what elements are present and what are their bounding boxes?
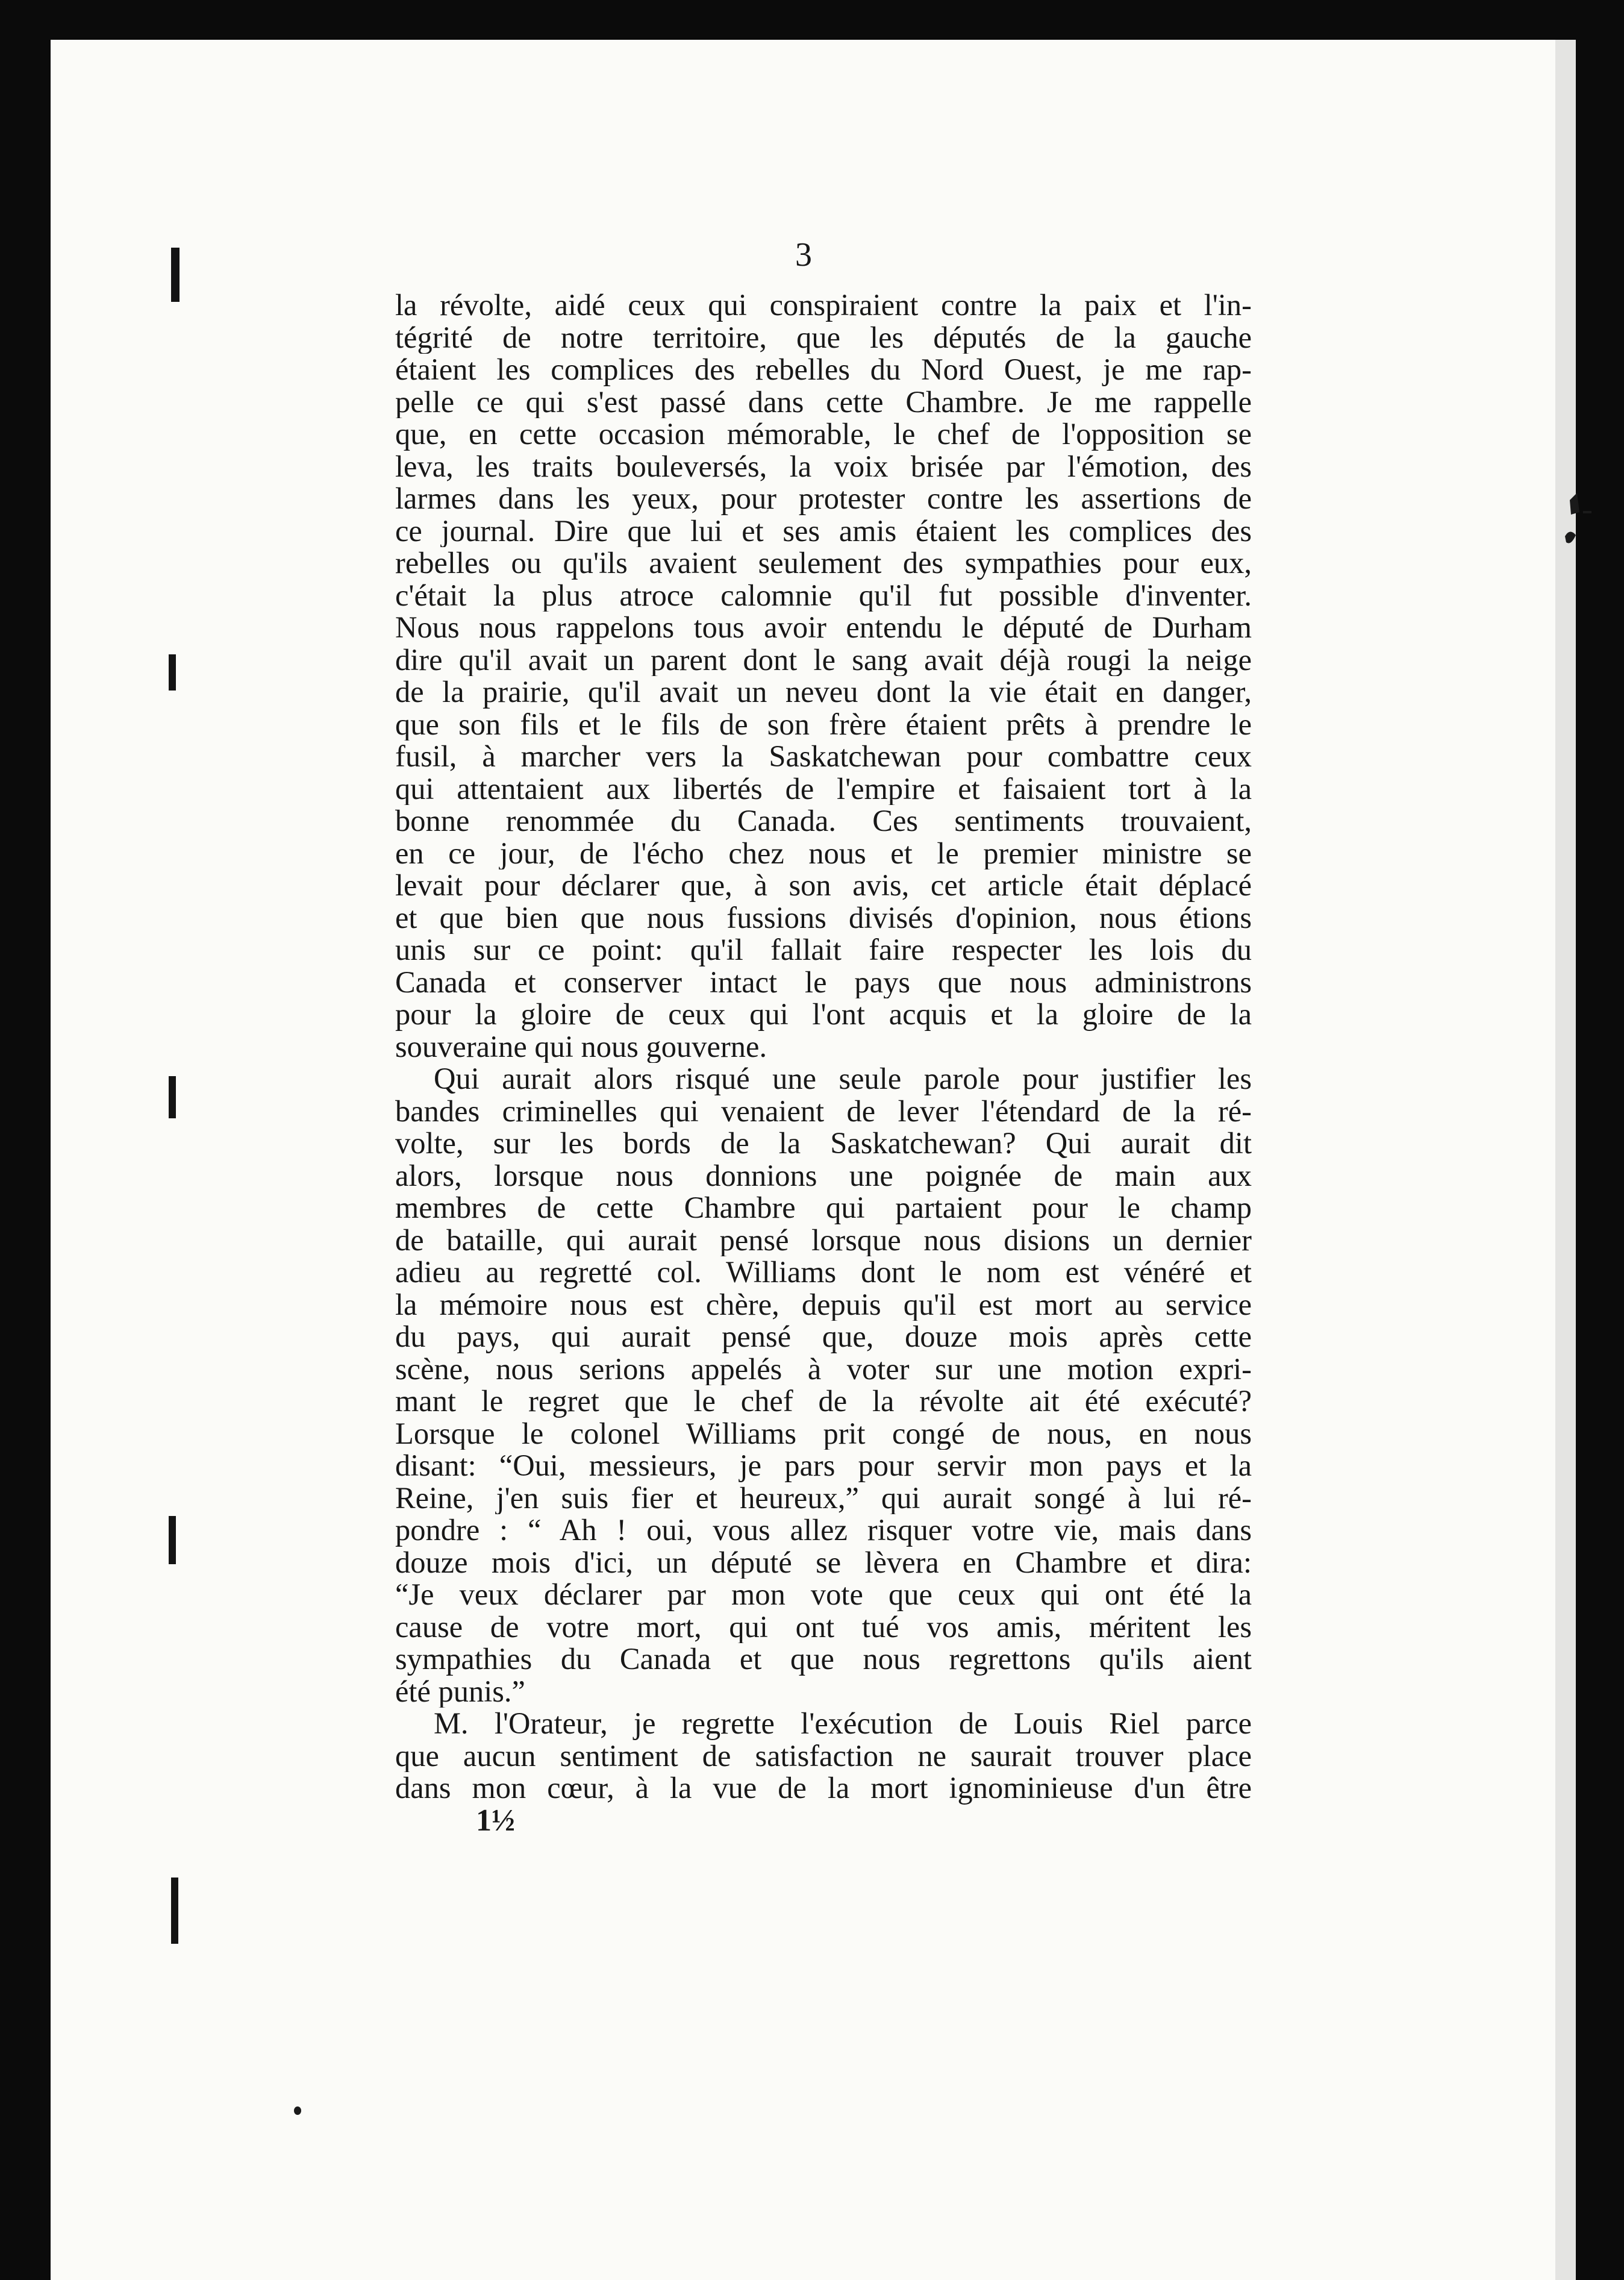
text-line: pour la gloire de ceux qui l'ont acquis et la gloire de la bbox=[395, 998, 1252, 1031]
printer-signature-mark: 1½ bbox=[476, 1803, 515, 1838]
text-line: du pays, qui aurait pensé que, douze mois après cette bbox=[395, 1321, 1252, 1353]
text-line: que, en cette occasion mémorable, le chef de l'opposition se bbox=[395, 418, 1252, 451]
text-line: Qui aurait alors risqué une seule parole pour justifier les bbox=[434, 1063, 1252, 1095]
text-line: bonne renommée du Canada. Ces sentiments trouvaient, bbox=[395, 805, 1252, 838]
page-number: 3 bbox=[795, 236, 812, 274]
text-line: tégrité de notre territoire, que les députés de la gauche bbox=[395, 321, 1252, 354]
text-line: alors, lorsque nous donnions une poignée de main aux bbox=[395, 1159, 1252, 1192]
text-line: fusil, à marcher vers la Saskatchewan pour combattre ceux bbox=[395, 741, 1252, 773]
text-line: été punis.” bbox=[395, 1675, 525, 1708]
text-line: “Je veux déclarer par mon vote que ceux qui ont été la bbox=[395, 1579, 1252, 1611]
text-line: disant: “Oui, messieurs, je pars pour servir mon pays et la bbox=[395, 1450, 1252, 1482]
margin-ink-mark bbox=[1559, 488, 1595, 566]
text-line: mant le regret que le chef de la révolte ait été exécuté? bbox=[395, 1385, 1252, 1418]
text-line: douze mois d'ici, un député se lèvera en Chambre et dira: bbox=[395, 1546, 1252, 1579]
text-line: larmes dans les yeux, pour protester contre les assertions de bbox=[395, 483, 1252, 515]
text-line: de la prairie, qu'il avait un neveu dont la vie était en danger, bbox=[395, 676, 1252, 709]
text-line: Lorsque le colonel Williams prit congé de nous, en nous bbox=[395, 1417, 1252, 1450]
text-line: rebelles ou qu'ils avaient seulement des sympathies pour eux, bbox=[395, 547, 1252, 580]
binding-tick-mark bbox=[169, 1076, 176, 1118]
text-line: bandes criminelles qui venaient de lever l'étendard de la ré- bbox=[395, 1095, 1252, 1127]
text-line: pelle ce qui s'est passé dans cette Chambre. Je me rappelle bbox=[395, 386, 1252, 418]
text-line: M. l'Orateur, je regrette l'exécution de Louis Riel parce bbox=[434, 1708, 1252, 1740]
binding-tick-mark bbox=[169, 654, 176, 691]
text-line: de bataille, qui aurait pensé lorsque nous disions un dernier bbox=[395, 1224, 1252, 1256]
ink-speck bbox=[294, 2106, 301, 2115]
text-line: levait pour déclarer que, à son avis, cet article était déplacé bbox=[395, 869, 1252, 902]
text-line: c'était la plus atroce calomnie qu'il fut possible d'inventer. bbox=[395, 579, 1252, 612]
text-line: Canada et conserver intact le pays que nous administrons bbox=[395, 966, 1252, 998]
binding-tick-mark bbox=[171, 1878, 178, 1944]
text-line: la mémoire nous est chère, depuis qu'il est mort au service bbox=[395, 1288, 1252, 1321]
binding-tick-mark bbox=[169, 1516, 176, 1564]
text-line: et que bien que nous fussions divisés d'opinion, nous étions bbox=[395, 901, 1252, 934]
text-line: la révolte, aidé ceux qui conspiraient contre la paix et l'in- bbox=[395, 289, 1252, 322]
text-line: volte, sur les bords de la Saskatchewan? Qui aurait dit bbox=[395, 1127, 1252, 1160]
text-line: leva, les traits bouleversés, la voix brisée par l'émotion, des bbox=[395, 450, 1252, 483]
text-line: étaient les complices des rebelles du Nord Ouest, je me rap- bbox=[395, 354, 1252, 386]
text-line: qui attentaient aux libertés de l'empire et faisaient tort à la bbox=[395, 772, 1252, 805]
text-line: en ce jour, de l'écho chez nous et le premier ministre se bbox=[395, 837, 1252, 869]
text-line: membres de cette Chambre qui partaient pour le champ bbox=[395, 1192, 1252, 1224]
text-line: ce journal. Dire que lui et ses amis étaient les complices des bbox=[395, 515, 1252, 547]
text-line: unis sur ce point: qu'il fallait faire respecter les lois du bbox=[395, 934, 1252, 966]
text-line: pondre : “ Ah ! oui, vous allez risquer votre vie, mais dans bbox=[395, 1514, 1252, 1547]
text-line: que son fils et le fils de son frère étaient prêts à prendre le bbox=[395, 708, 1252, 741]
text-line: scène, nous serions appelés à voter sur une motion expri- bbox=[395, 1353, 1252, 1385]
page-body-text bbox=[395, 289, 1252, 1805]
text-line: adieu au regretté col. Williams dont le nom est vénéré et bbox=[395, 1256, 1252, 1289]
text-line: cause de votre mort, qui ont tué vos amis, méritent les bbox=[395, 1611, 1252, 1643]
margin-ink-mark-icon bbox=[1559, 488, 1595, 560]
text-line: que aucun sentiment de satisfaction ne saurait trouver place bbox=[395, 1740, 1252, 1772]
text-line: Nous nous rappelons tous avoir entendu le député de Durham bbox=[395, 612, 1252, 644]
text-line: souveraine qui nous gouverne. bbox=[395, 1030, 767, 1063]
text-line: dans mon cœur, à la vue de la mort ignominieuse d'un être bbox=[395, 1772, 1252, 1805]
text-line: sympathies du Canada et que nous regrettons qu'ils aient bbox=[395, 1643, 1252, 1676]
text-line: dire qu'il avait un parent dont le sang avait déjà rougi la neige bbox=[395, 644, 1252, 676]
binding-tick-mark bbox=[171, 248, 180, 302]
text-line: Reine, j'en suis fier et heureux,” qui aurait songé à lui ré- bbox=[395, 1482, 1252, 1514]
